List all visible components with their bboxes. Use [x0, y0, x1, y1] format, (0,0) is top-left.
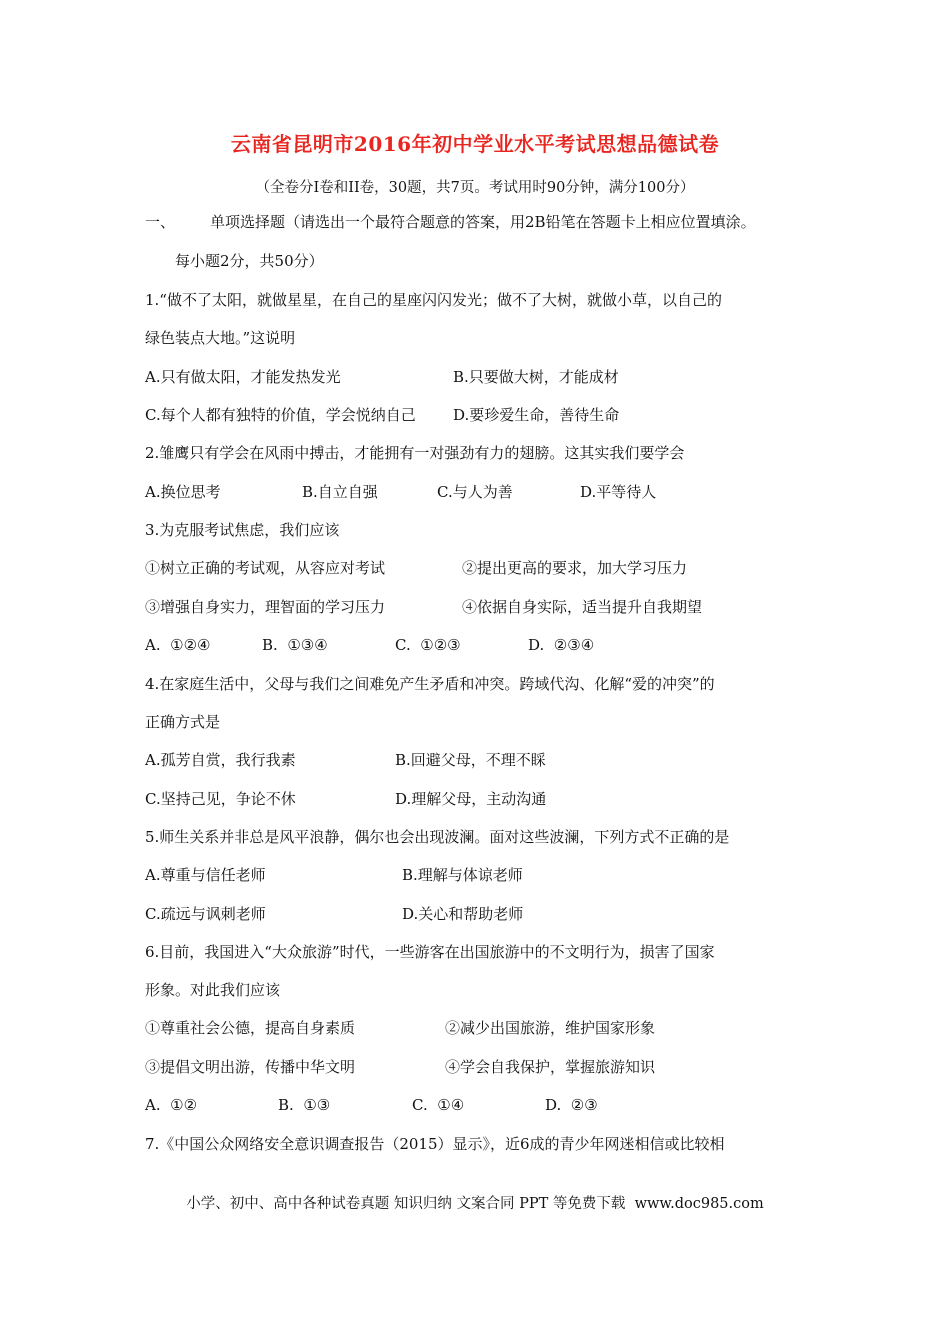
q1-stem-line2: 绿色装点大地。”这说明: [145, 329, 296, 347]
q6-statement-4: ④学会自我保护，掌握旅游知识: [445, 1058, 656, 1076]
q1-option-b: B.只要做大树，才能成材: [453, 368, 619, 386]
section-heading-cont: 每小题2分，共50分）: [175, 252, 324, 270]
q6-option-b: B. ①③: [278, 1096, 331, 1114]
q3-option-a: A. ①②④: [145, 636, 211, 654]
q1-option-d: D.要珍爱生命，善待生命: [453, 406, 620, 424]
q5-option-b: B.理解与体谅老师: [402, 866, 523, 884]
footer-download-banner: 小学、初中、高中各种试卷真题 知识归纳 文案合同 PPT 等免费下载 www.doc985.com: [186, 1196, 764, 1212]
q3-option-c: C. ①②③: [395, 636, 461, 654]
q1-option-c: C.每个人都有独特的价值，学会悦纳自己: [145, 406, 416, 424]
section-heading: 单项选择题（请选出一个最符合题意的答案，用2B铅笔在答题卡上相应位置填涂。: [210, 213, 756, 231]
q3-option-b: B. ①③④: [262, 636, 328, 654]
q2-option-d: D.平等待人: [580, 483, 657, 501]
q4-option-b: B.回避父母，不理不睬: [395, 751, 546, 769]
q6-statement-2: ②减少出国旅游，维护国家形象: [445, 1019, 656, 1037]
q3-statement-4: ④依据自身实际，适当提升自我期望: [462, 598, 703, 616]
q6-option-d: D. ②③: [545, 1096, 598, 1114]
q2-option-c: C.与人为善: [437, 483, 513, 501]
exam-title: 云南省昆明市2016年初中学业水平考试思想品德试卷: [230, 132, 720, 156]
q6-statement-1: ①尊重社会公德，提高自身素质: [145, 1019, 356, 1037]
exam-subtitle: （全卷分I卷和II卷，30题，共7页。考试用时90分钟，满分100分）: [255, 180, 695, 196]
q5-option-a: A.尊重与信任老师: [145, 866, 266, 884]
q4-option-a: A.孤芳自赏，我行我素: [145, 751, 296, 769]
q6-option-c: C. ①④: [412, 1096, 465, 1114]
q1-option-a: A.只有做太阳，才能发热发光: [145, 368, 341, 386]
q7-stem-line1: 7.《中国公众网络安全意识调查报告（2015）显示》，近6成的青少年网迷相信或比较相: [145, 1135, 725, 1153]
q4-option-c: C.坚持己见，争论不休: [145, 790, 296, 808]
q3-statement-3: ③增强自身实力，理智面的学习压力: [145, 598, 386, 616]
q4-stem-line2: 正确方式是: [145, 713, 221, 731]
q1-stem-line1: 1.“做不了太阳，就做星星，在自己的星座闪闪发光；做不了大树，就做小草，以自己的: [145, 291, 722, 309]
q3-statement-2: ②提出更高的要求，加大学习压力: [462, 559, 688, 577]
q6-stem-line2: 形象。对此我们应该: [145, 981, 281, 999]
q5-option-d: D.关心和帮助老师: [402, 905, 524, 923]
q3-statement-1: ①树立正确的考试观，从容应对考试: [145, 559, 386, 577]
section-number: 一、: [145, 213, 176, 231]
q4-stem-line1: 4.在家庭生活中，父母与我们之间难免产生矛盾和冲突。跨域代沟、化解“爱的冲突”的: [145, 675, 715, 693]
q6-statement-3: ③提倡文明出游，传播中华文明: [145, 1058, 356, 1076]
q2-option-a: A.换位思考: [145, 483, 221, 501]
q5-stem-line1: 5.师生关系并非总是风平浪静，偶尔也会出现波澜。面对这些波澜，下列方式不正确的是: [145, 828, 730, 846]
q3-option-d: D. ②③④: [528, 636, 595, 654]
q6-option-a: A. ①②: [145, 1096, 198, 1114]
q3-stem-line1: 3.为克服考试焦虑，我们应该: [145, 521, 340, 539]
q5-option-c: C.疏远与讽刺老师: [145, 905, 266, 923]
q2-option-b: B.自立自强: [302, 483, 378, 501]
q4-option-d: D.理解父母，主动沟通: [395, 790, 547, 808]
q6-stem-line1: 6.目前，我国进入“大众旅游”时代，一些游客在出国旅游中的不文明行为，损害了国家: [145, 943, 715, 961]
q2-stem-line1: 2.雏鹰只有学会在风雨中搏击，才能拥有一对强劲有力的翅膀。这其实我们要学会: [145, 444, 685, 462]
